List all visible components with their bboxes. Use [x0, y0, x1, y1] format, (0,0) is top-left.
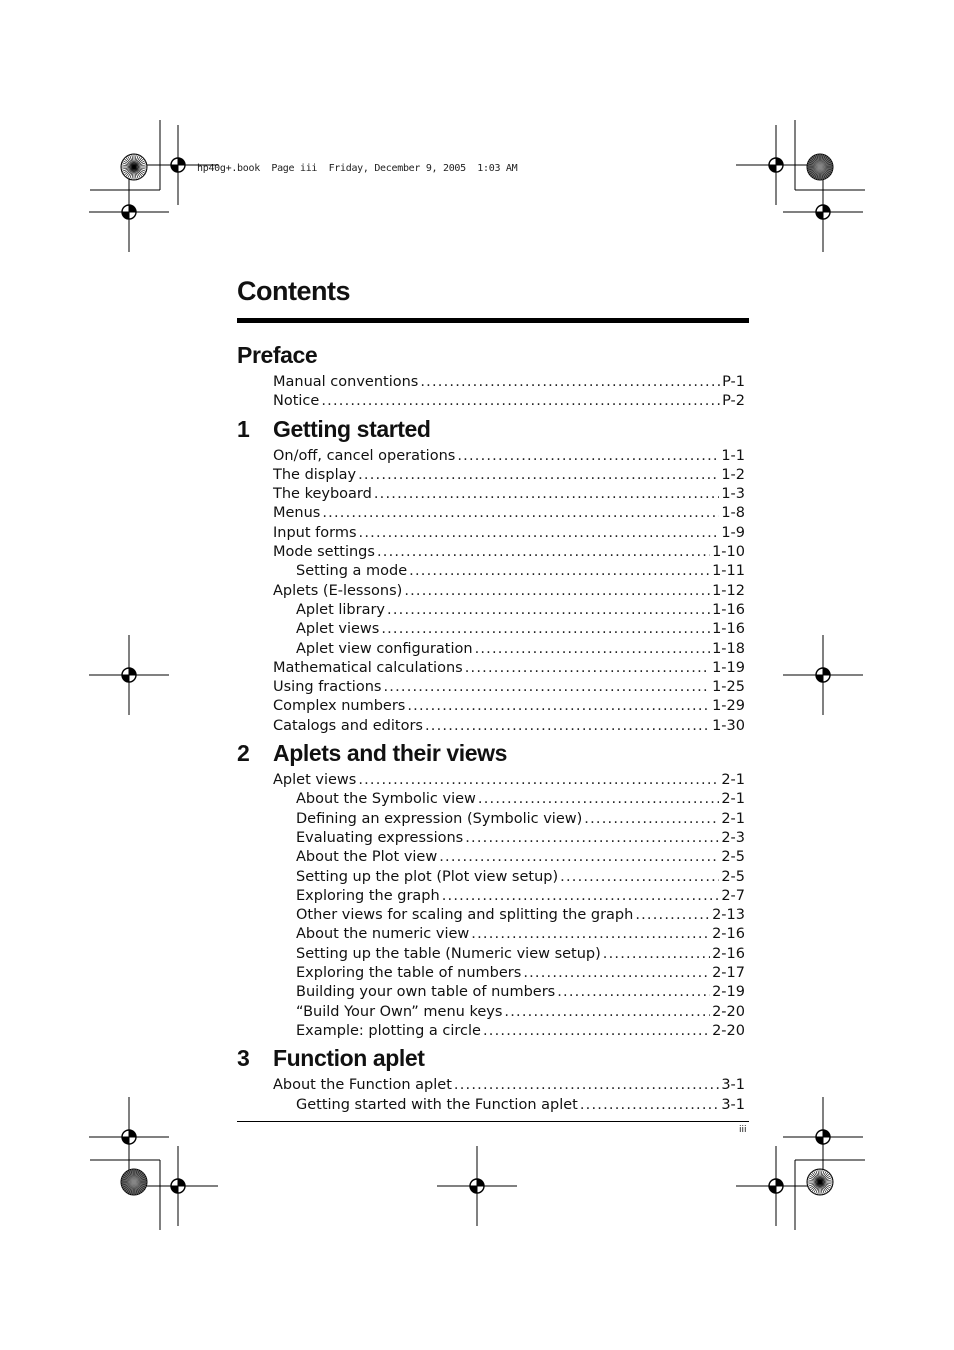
dot-leader [475, 640, 711, 659]
toc-subentry [237, 601, 749, 620]
dot-leader [483, 1022, 710, 1041]
toc-entry-label: The display [273, 466, 357, 483]
footer-rule [237, 1121, 749, 1122]
toc-entry [237, 447, 749, 466]
toc-entry-label: Manual conventions [273, 374, 419, 390]
toc-entry-label: Defining an expression (Symbolic view) [296, 810, 583, 827]
toc-entry [237, 582, 749, 601]
toc-entry-page: 1-19 [712, 659, 745, 676]
toc-subentry [237, 1022, 749, 1041]
section-title: Aplets and their views [273, 740, 508, 767]
toc-entry [237, 717, 749, 736]
dot-leader [358, 771, 719, 790]
toc-entry-page: 1-11 [712, 563, 745, 580]
color-starburst-icon [807, 1169, 833, 1195]
toc-entry-page: P-1 [722, 374, 745, 390]
dot-leader [557, 983, 710, 1002]
dot-leader [454, 1076, 719, 1095]
toc-entry-label: About the Function aplet [273, 1077, 452, 1094]
toc-entry-page: 2-1 [721, 791, 745, 808]
dot-leader [359, 524, 720, 543]
toc-entry-page: 2-20 [712, 1022, 745, 1039]
section-number: 3 [237, 1045, 250, 1072]
toc-entry-label: About the Plot view [296, 849, 438, 866]
registration-target-icon [783, 635, 863, 715]
section-title: Getting started [273, 415, 431, 442]
toc-entry-label: Menus [273, 505, 321, 522]
toc-subentry [237, 945, 749, 964]
toc-entry [237, 771, 749, 790]
toc-entry-page: 1-9 [721, 524, 745, 541]
dot-leader [580, 1096, 719, 1115]
toc-entry-page: P-2 [722, 393, 745, 410]
dot-leader [465, 659, 710, 678]
section-heading [237, 736, 749, 771]
toc-entry-label: Using fractions [273, 679, 382, 696]
toc-entry-label: Complex numbers [273, 698, 406, 715]
toc-entry-page: 2-19 [712, 984, 745, 1001]
toc-entry-label: Building your own table of numbers [296, 984, 556, 1001]
toc-entry-page: 2-5 [721, 868, 745, 885]
toc-entry-page: 1-30 [712, 717, 745, 734]
toc-entry-page: 1-18 [712, 640, 745, 657]
toc-entry [237, 543, 749, 562]
toc-entry-label: Aplet library [296, 601, 386, 618]
toc-entry-label: “Build Your Own” menu keys [296, 1003, 503, 1020]
dot-leader [420, 373, 720, 392]
toc-subentry [237, 848, 749, 867]
dot-leader [322, 504, 719, 523]
dot-leader [465, 829, 719, 848]
toc-entry-page: 2-3 [721, 829, 745, 846]
dot-leader [457, 447, 719, 466]
toc-subentry [237, 983, 749, 1002]
toc-entry-page: 1-8 [721, 505, 745, 522]
toc-entry-label: Mathematical calculations [273, 659, 463, 676]
print-slug: hp40g+.book Page iii Friday, December 9, 2005 1:03 AM [197, 163, 518, 174]
registration-target-icon [736, 125, 816, 205]
toc-entry-label: Getting started with the Function aplet [296, 1096, 578, 1113]
toc-entry-label: The keyboard [273, 486, 372, 503]
toc-entry-page: 1-16 [712, 601, 745, 618]
toc-entry [237, 1076, 749, 1095]
toc-entry-page: 3-1 [721, 1077, 745, 1094]
registration-target-icon [89, 635, 169, 715]
dot-leader [358, 466, 719, 485]
dot-leader [603, 945, 710, 964]
table-of-contents [237, 338, 749, 1115]
dot-leader [504, 1003, 710, 1022]
dot-leader [409, 562, 710, 581]
toc-entry-label: Input forms [273, 524, 357, 541]
registration-target-icon [89, 172, 169, 252]
section-title: Function aplet [273, 1045, 425, 1072]
toc-entry [237, 373, 749, 392]
toc-entry-page: 3-1 [721, 1096, 745, 1113]
toc-entry-label: About the Symbolic view [296, 791, 476, 808]
toc-entry-label: Setting up the table (Numeric view setup) [296, 945, 601, 962]
toc-entry-page: 1-25 [712, 679, 745, 696]
dot-leader [560, 868, 719, 887]
dot-leader [374, 485, 719, 504]
toc-entry-label: Aplet view configuration [296, 640, 473, 657]
toc-entry-label: Aplets (E-lessons) [273, 582, 403, 599]
toc-entry-page: 1-16 [712, 621, 745, 638]
toc-subentry [237, 868, 749, 887]
color-starburst-icon [121, 1169, 147, 1195]
registration-target-icon [138, 1146, 218, 1226]
dot-leader [584, 810, 719, 829]
dot-leader [439, 848, 719, 867]
toc-entry-label: Evaluating expressions [296, 829, 464, 846]
dot-leader [635, 906, 710, 925]
toc-entry-page: 1-12 [712, 582, 745, 599]
registration-target-icon [138, 125, 218, 205]
page-title: Contents [237, 276, 350, 306]
toc-entry [237, 504, 749, 523]
section-title: Preface [237, 342, 318, 368]
toc-entry [237, 466, 749, 485]
toc-subentry [237, 562, 749, 581]
toc-entry-label: Exploring the table of numbers [296, 965, 522, 982]
dot-leader [381, 620, 710, 639]
toc-subentry [237, 906, 749, 925]
toc-entry-page: 1-3 [721, 486, 745, 503]
dot-leader [377, 543, 710, 562]
registration-target-icon [736, 1146, 816, 1226]
toc-entry [237, 697, 749, 716]
toc-subentry [237, 925, 749, 944]
toc-entry-page: 1-1 [721, 447, 745, 464]
toc-entry-page: 2-13 [712, 907, 745, 924]
section-number: 2 [237, 740, 250, 767]
toc-entry-page: 1-2 [721, 466, 745, 483]
toc-entry [237, 392, 749, 411]
color-starburst-icon [121, 154, 147, 180]
toc-entry-page: 2-5 [721, 849, 745, 866]
toc-entry-label: Setting up the plot (Plot view setup) [296, 868, 559, 885]
toc-subentry [237, 640, 749, 659]
toc-entry-page: 2-1 [721, 772, 745, 789]
toc-entry-page: 1-10 [712, 544, 745, 561]
toc-entry-label: On/off, cancel operations [273, 447, 456, 464]
section-number: 1 [237, 415, 250, 442]
dot-leader [442, 887, 720, 906]
toc-entry-page: 2-17 [712, 965, 745, 982]
toc-subentry [237, 790, 749, 809]
toc-entry-page: 1-29 [712, 698, 745, 715]
dot-leader [407, 697, 710, 716]
toc-entry-label: Setting a mode [296, 563, 408, 580]
toc-entry-label: About the numeric view [296, 926, 470, 943]
toc-entry-page: 2-16 [712, 926, 745, 943]
toc-entry [237, 678, 749, 697]
toc-entry-label: Notice [273, 393, 320, 410]
toc-subentry [237, 620, 749, 639]
section-heading [237, 412, 749, 447]
section-heading [237, 1041, 749, 1076]
toc-entry [237, 524, 749, 543]
toc-entry-label: Catalogs and editors [273, 717, 423, 734]
toc-subentry [237, 887, 749, 906]
toc-entry-label: Aplet views [296, 621, 380, 638]
dot-leader [478, 790, 719, 809]
dot-leader [321, 392, 720, 411]
toc-entry-label: Mode settings [273, 544, 375, 561]
dot-leader [387, 601, 710, 620]
toc-entry-page: 2-16 [712, 945, 745, 962]
toc-entry-page: 2-7 [721, 887, 745, 904]
toc-subentry [237, 829, 749, 848]
registration-target-icon [437, 1146, 517, 1226]
toc-subentry [237, 1096, 749, 1115]
toc-subentry [237, 964, 749, 983]
title-rule [237, 318, 749, 323]
toc-entry-label: Exploring the graph [296, 887, 440, 904]
toc-entry-page: 2-20 [712, 1003, 745, 1020]
registration-target-icon [89, 1097, 169, 1177]
toc-entry-label: Aplet views [273, 772, 357, 789]
dot-leader [383, 678, 710, 697]
toc-entry-label: Example: plotting a circle [296, 1022, 481, 1039]
toc-subentry [237, 1003, 749, 1022]
toc-entry [237, 485, 749, 504]
color-starburst-icon [807, 154, 833, 180]
toc-entry-label: Other views for scaling and splitting the graph [296, 907, 634, 924]
section-heading [237, 338, 749, 373]
toc-subentry [237, 810, 749, 829]
dot-leader [425, 717, 710, 736]
dot-leader [471, 925, 710, 944]
toc-entry-page: 2-1 [721, 810, 745, 827]
page-number: iii [739, 1125, 747, 1135]
dot-leader [404, 582, 710, 601]
toc-entry [237, 659, 749, 678]
dot-leader [523, 964, 710, 983]
